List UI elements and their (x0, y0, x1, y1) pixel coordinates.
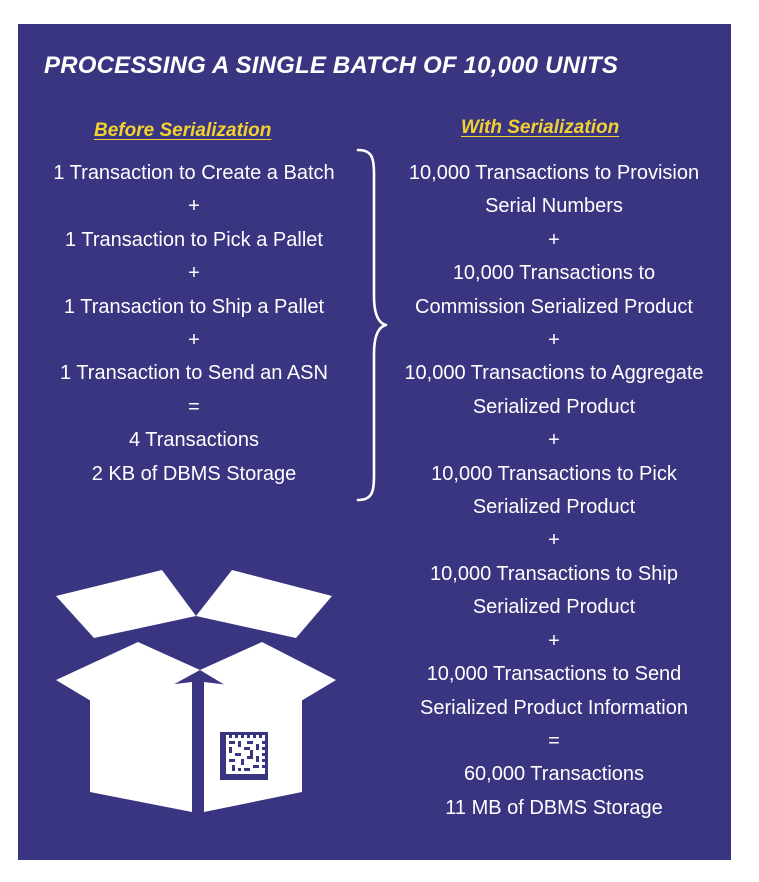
after-line: 10,000 Transactions to Pick (431, 462, 677, 485)
before-total-transactions: 4 Transactions (128, 429, 260, 452)
after-line: Serialized Product Information (420, 696, 688, 719)
after-line: = (548, 729, 560, 752)
before-line: 1 Transaction to Ship a Pallet (63, 295, 325, 318)
box-flap-back-right (196, 570, 332, 638)
before-line: = (188, 395, 200, 418)
after-total-storage: 11 MB of DBMS Storage (445, 796, 663, 819)
before-serialization-heading: Before Serialization (94, 120, 272, 141)
with-serialization-heading: With Serialization (461, 117, 620, 138)
after-line: + (548, 429, 560, 452)
before-line: + (188, 329, 200, 352)
box-left-face (90, 682, 192, 812)
box-flap-back-left (56, 570, 196, 638)
after-line: Serialized Product (472, 596, 636, 619)
after-line: + (548, 529, 560, 552)
right-curly-brace-icon (354, 148, 388, 502)
before-total-storage: 2 KB of DBMS Storage (91, 462, 297, 485)
after-line: 10,000 Transactions to (452, 262, 656, 285)
after-line: Serialized Product (472, 496, 636, 519)
after-line: 10,000 Transactions to Provision (408, 162, 700, 184)
after-line: 10,000 Transactions to Ship (430, 562, 678, 585)
after-line: 10,000 Transactions to Aggregate (404, 362, 704, 385)
before-line: + (188, 262, 200, 285)
after-line: + (548, 228, 560, 251)
after-line: 10,000 Transactions to Send (426, 663, 682, 686)
after-line: Commission Serialized Product (415, 295, 693, 318)
before-serialization-list (30, 157, 358, 491)
before-line: + (188, 195, 200, 218)
after-total-transactions: 60,000 Transactions (463, 763, 645, 786)
before-line: 1 Transaction to Pick a Pallet (65, 228, 323, 251)
after-line: Serialized Product (472, 395, 636, 418)
after-line: + (548, 329, 560, 352)
before-line: 1 Transaction to Send an ASN (60, 362, 328, 385)
infographic-title: PROCESSING A SINGLE BATCH OF 10,000 UNITS (44, 52, 619, 79)
before-line: 1 Transaction to Create a Batch (53, 162, 335, 184)
open-box-with-datamatrix-icon (50, 560, 340, 820)
after-line: Serial Numbers (485, 195, 623, 218)
after-line: + (548, 629, 560, 652)
with-serialization-list (384, 157, 724, 825)
datamatrix-code-icon (220, 732, 268, 780)
